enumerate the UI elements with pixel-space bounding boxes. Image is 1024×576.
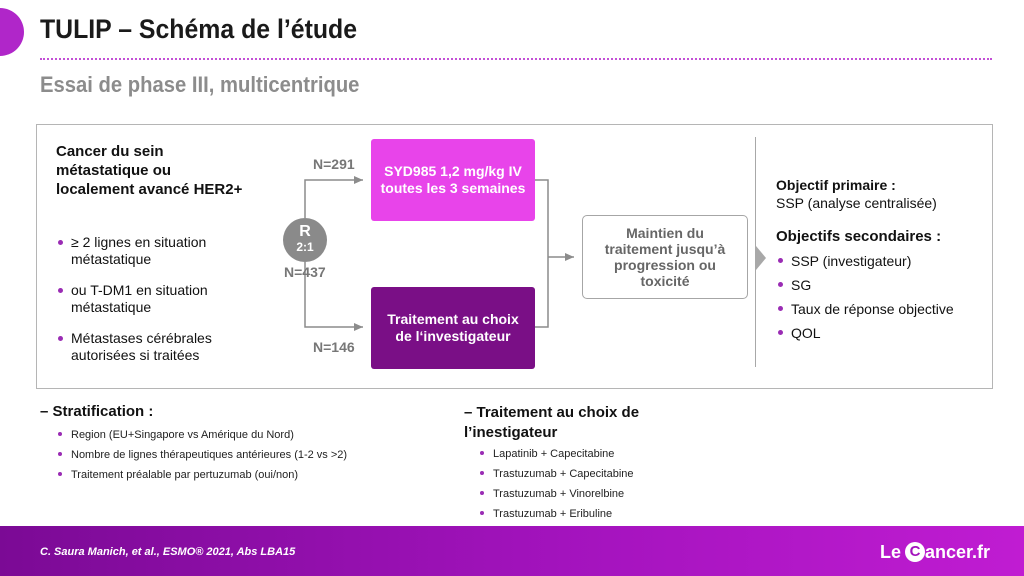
investigator-choice-item: Trastuzumab + Vinorelbine — [478, 487, 738, 501]
secondary-objective-item: SG — [776, 276, 986, 294]
slide-subtitle: Essai de phase III, multicentrique — [40, 72, 360, 97]
n-experimental-label: N=291 — [313, 156, 355, 172]
footer-citation: C. Saura Manich, et al., ESMO® 2021, Abs LBA15 — [40, 546, 296, 558]
secondary-objective-item: Taux de réponse objective — [776, 300, 986, 318]
n-control-label: N=146 — [313, 339, 355, 355]
stratification-item: Nombre de lignes thérapeutiques antérieures (1-2 vs >2) — [56, 448, 436, 462]
stratification-item: Traitement préalable par pertuzumab (oui/non) — [56, 468, 436, 482]
stratification-item: Region (EU+Singapore vs Amérique du Nord) — [56, 428, 436, 442]
randomization-letter: R — [299, 223, 311, 240]
secondary-objectives-list — [776, 252, 986, 348]
experimental-arm-label: SYD985 1,2 mg/kg IV toutes les 3 semaines — [380, 163, 526, 196]
primary-objective-title: Objectif primaire : — [776, 177, 896, 193]
criteria-item: ≥ 2 lignes en situation métastatique — [56, 234, 256, 268]
investigator-choice-item: Trastuzumab + Capecitabine — [478, 467, 738, 481]
investigator-choice-item: Trastuzumab + Eribuline — [478, 507, 738, 521]
secondary-objective-item: QOL — [776, 324, 986, 342]
n-total-label: N=437 — [284, 264, 326, 280]
investigator-choice-title: – Traitement au choix de l’inestigateur — [464, 404, 640, 441]
criteria-item: ou T-DM1 en situation métastatique — [56, 282, 256, 316]
logo-suffix: ancer.fr — [925, 541, 991, 562]
investigator-choice-item: Lapatinib + Capecitabine — [478, 447, 738, 461]
stratification-list — [56, 428, 436, 488]
logo-prefix: Le — [880, 541, 902, 562]
population-title: Cancer du sein métastatique ou localement avancé HER2+ — [56, 143, 243, 198]
randomization-node — [283, 218, 327, 262]
stratification-title: – Stratification : — [40, 403, 154, 420]
maintenance-label: Maintien du traitement jusqu’à progression ou toxicité — [604, 225, 726, 289]
investigator-choice-list — [478, 447, 738, 527]
control-arm-label: Traitement au choix de l‘investigateur — [387, 311, 519, 344]
connector-experimental-to-merge — [535, 180, 548, 327]
lecancer-logo — [880, 537, 990, 567]
connector-to-experimental-arm — [305, 180, 363, 218]
randomization-ratio: 2:1 — [296, 240, 314, 254]
control-arm-box — [371, 287, 535, 369]
experimental-arm-box — [371, 139, 535, 221]
primary-objective-value: SSP (analyse centralisée) — [776, 195, 937, 211]
logo-c-icon: C — [905, 542, 925, 562]
secondary-objectives-title: Objectifs secondaires : — [776, 228, 942, 245]
criteria-item: Métastases cérébrales autorisées si traitées — [56, 330, 256, 364]
secondary-objective-item: SSP (investigateur) — [776, 252, 986, 270]
slide-title: TULIP – Schéma de l’étude — [40, 14, 358, 44]
divider-arrow-icon — [756, 246, 766, 270]
maintenance-box — [582, 215, 748, 299]
